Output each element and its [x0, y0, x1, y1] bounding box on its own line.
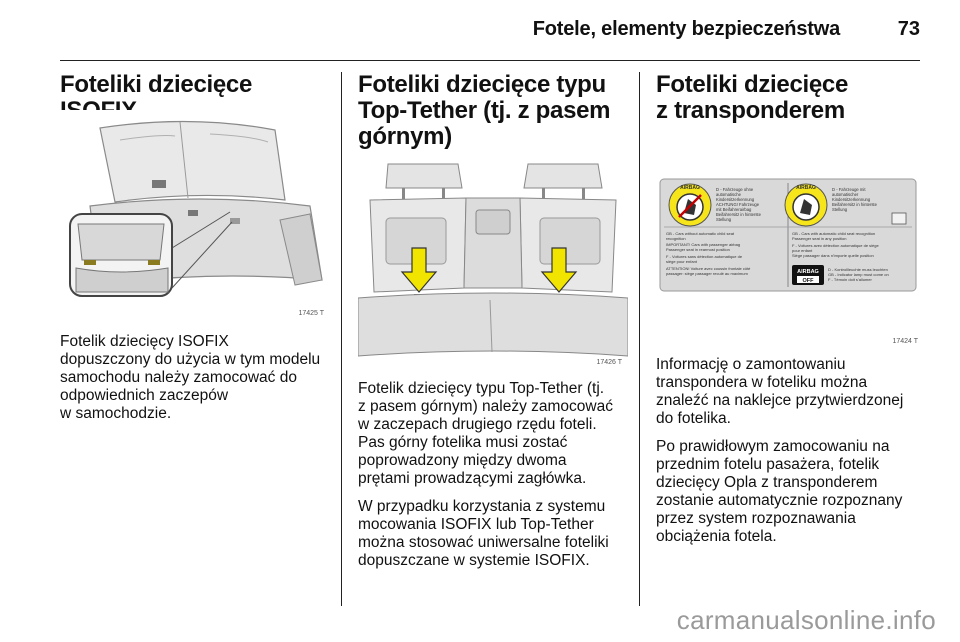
badge-text: AIRBAG: [797, 269, 819, 275]
sticker-text-line: Beifahrersitz in hinterste: [716, 212, 761, 217]
transponder-sticker-illustration: [656, 135, 922, 347]
sticker-text-line: D - Fahrzeuge mit: [832, 187, 866, 192]
sticker-text-line: D - Fahrzeuge ohne: [716, 187, 754, 192]
column-top-tether: [358, 72, 633, 150]
sticker-text-line: F - Voitures sans détection automatique de: [666, 254, 743, 259]
figure-label: 17426 T: [596, 359, 622, 366]
sticker-text-line: recognition: [666, 236, 686, 241]
text-line: znaleźć na naklejce przytwierdzonej: [656, 392, 904, 409]
sticker-text-line: GB - Indicator lamp must come on: [828, 272, 889, 277]
sticker-text-line: ATTENTION! Voiture avec coussin frontale côté: [666, 266, 751, 271]
sticker-text-line: automatischer: [832, 192, 859, 197]
text-line: dopuszczane w systemie ISOFIX.: [358, 552, 590, 569]
text-line: w zaczepach drugiego rzędu foteli.: [358, 416, 597, 433]
heading-line: Foteliki dziecięce: [60, 71, 253, 98]
sticker-text-line: Kindersitzerkennung: [832, 197, 871, 202]
text-line: poprowadzony między dwoma: [358, 452, 567, 469]
sticker-text-line: Beifahrersitz in hinterste: [832, 202, 877, 207]
text-line: mocowania ISOFIX lub Top-Tether: [358, 516, 594, 533]
sticker-text-line: Stellung: [832, 207, 848, 212]
sticker-text-line: mit Beifahrerairbag: [716, 207, 752, 212]
heading-line: z transponderem: [656, 97, 845, 124]
column-divider: [639, 72, 640, 606]
text-line: przez system rozpoznawania: [656, 510, 856, 527]
text-line: samochodu należy zamocować do: [60, 369, 297, 386]
page-number: 73: [897, 18, 920, 40]
sticker-text-line: siège pour enfant: [666, 259, 697, 264]
figure-transponder: [656, 135, 922, 347]
text-line: z pasem górnym) należy zamocować: [358, 398, 613, 415]
body-top-tether: [358, 380, 636, 580]
top-tether-illustration: [358, 160, 628, 370]
sticker-text-line: Siège passager dans n'importe quelle position: [792, 253, 874, 258]
text-line: w samochodzie.: [60, 405, 172, 422]
sticker-airbag-label: AIRBAG: [796, 185, 816, 191]
sticker-airbag-label: AIRBAG: [680, 185, 700, 191]
heading-line: Foteliki dziecięce typu: [358, 71, 606, 98]
site-watermark: carmanualsonline.info: [676, 605, 936, 635]
text-line: Fotelik dziecięcy ISOFIX: [60, 333, 229, 350]
figure-top-tether: [358, 160, 628, 370]
text-line: Informację o zamontowaniu: [656, 356, 846, 373]
sticker-text-line: Passenger seat in rearmost position: [666, 247, 730, 252]
sticker-text-line: IMPORTANT! Cars with passenger airbag: [666, 242, 741, 247]
badge-text: OFF: [802, 278, 814, 284]
paragraph: [656, 356, 938, 428]
paragraph: [656, 438, 938, 546]
heading-line: Top-Tether (tj. z pasem: [358, 97, 611, 124]
text-line: do fotelika.: [656, 410, 731, 427]
sticker-text-line: GB - Cars with automatic child seat recognition: [792, 231, 876, 236]
sticker-text-line: Stellung: [716, 217, 732, 222]
sticker-text-line: D - Kontrollleuchte muss leuchten: [828, 267, 888, 272]
paragraph: [60, 333, 336, 423]
text-line: dziecięcy Opla z transponderem: [656, 474, 878, 491]
body-isofix: [60, 333, 336, 433]
text-line: Fotelik dziecięcy typu Top-Tether (tj.: [358, 380, 605, 397]
paragraph: [358, 498, 636, 570]
paragraph: [358, 380, 636, 488]
sticker-text-line: Kindersitzerkennung: [716, 197, 755, 202]
text-line: można stosować uniwersalne foteliki: [358, 534, 609, 551]
sticker-text-line: pour enfant: [792, 248, 813, 253]
header-rule: [60, 60, 920, 61]
text-line: Pas górny fotelika musi zostać: [358, 434, 568, 451]
sticker-text-line: passager: siège passager reculé au maximum: [666, 271, 748, 276]
text-line: zostanie automatycznie rozpoznany: [656, 492, 903, 509]
heading-line: górnym): [358, 123, 452, 150]
text-line: W przypadku korzystania z systemu: [358, 498, 606, 515]
sticker-text-line: F - Témoin doit s'allumer: [828, 277, 872, 282]
book-icon: [892, 213, 906, 224]
page-header: [60, 14, 920, 54]
column-transponder: [656, 72, 936, 124]
text-line: prętami prowadzącymi zagłówka.: [358, 470, 587, 487]
heading-line: Foteliki dziecięce: [656, 71, 849, 98]
text-line: transpondera w foteliku można: [656, 374, 868, 391]
heading-top-tether: [358, 72, 633, 150]
body-transponder: [656, 356, 938, 556]
text-line: przednim fotelu pasażera, fotelik: [656, 456, 880, 473]
text-line: dopuszczony do użycia w tym modelu: [60, 351, 321, 368]
sticker-text-line: Passenger seat in any position: [792, 236, 847, 241]
text-line: obciążenia fotela.: [656, 528, 777, 545]
sticker-text-line: ACHTUNG! Fahrzeuge: [716, 202, 760, 207]
text-line: Po prawidłowym zamocowaniu na: [656, 438, 890, 455]
text-line: odpowiednich zaczepów: [60, 387, 229, 404]
column-divider: [341, 72, 342, 606]
isofix-anchors-illustration: [60, 110, 330, 322]
heading-transponder: [656, 72, 936, 124]
sticker-text-line: GB - Cars without automatic child seat: [666, 231, 735, 236]
figure-label: 17424 T: [892, 338, 918, 345]
figure-label: 17425 T: [298, 310, 324, 317]
section-title: Fotele, elementy bezpieczeństwa: [532, 18, 840, 40]
figure-isofix: [60, 110, 330, 322]
sticker-text-line: automatische: [716, 192, 741, 197]
sticker-text-line: F - Voitures avec détection automatique de siège: [792, 243, 879, 248]
